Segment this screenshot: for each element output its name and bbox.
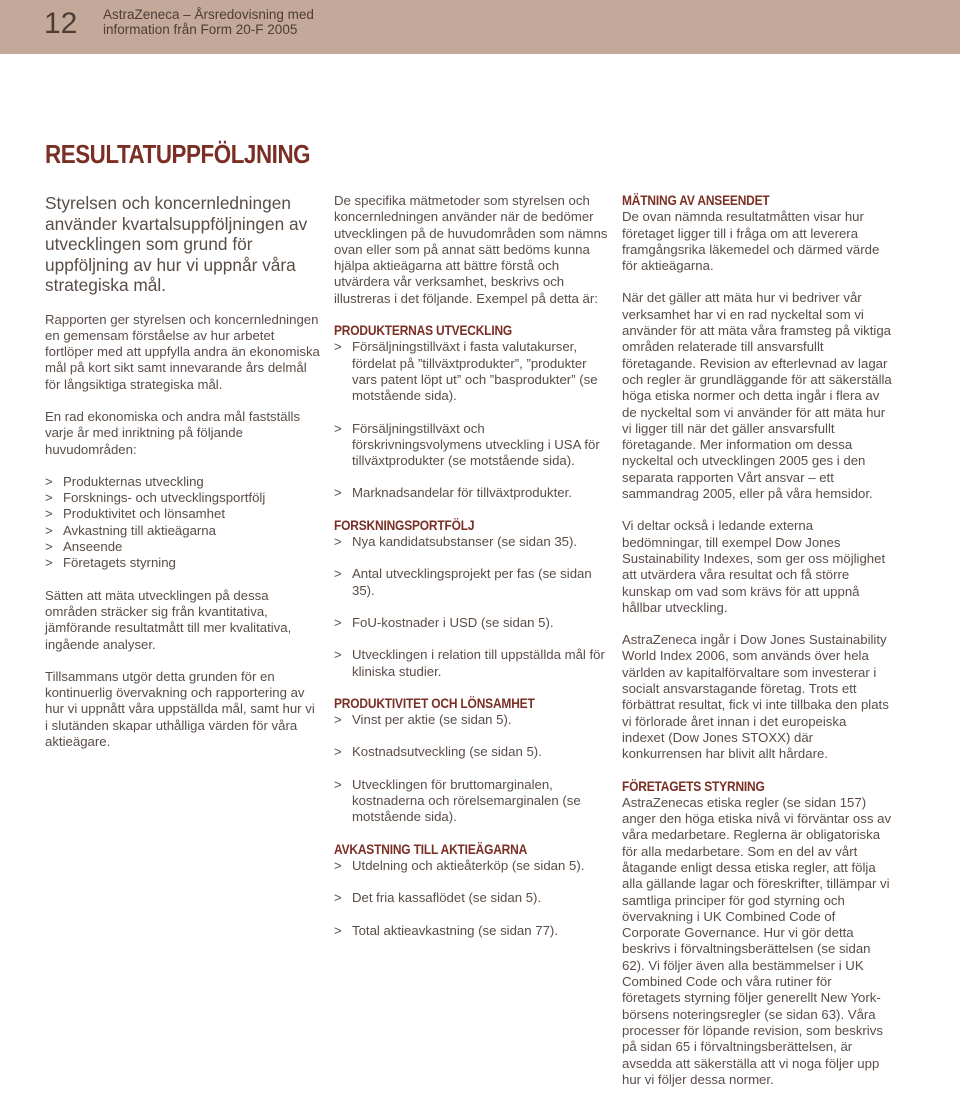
- paragraph: Sätten att mäta utvecklingen på dessa områden sträcker sig från kvantitativa, jämförande resultatmått till mer kvalitativa, ingående analyser.: [45, 587, 292, 652]
- section-heading: AVKASTNING TILL AKTIEÄGARNA: [334, 841, 528, 857]
- list-item: > Det fria kassaflödet (se sidan 5).: [334, 890, 609, 906]
- focus-areas-list: [45, 474, 320, 572]
- section-heading: PRODUKTERNAS UTVECKLING: [334, 323, 513, 339]
- intro-paragraph: Styrelsen och koncernledningen använder kvartalsuppföljningen av utvecklingen som grund för uppföljning av hur vi uppnår våra strategiska mål.: [45, 193, 308, 295]
- list-item: > Utdelning och aktieåterköp (se sidan 5).: [334, 858, 609, 874]
- list-item: > Företagets styrning: [45, 555, 320, 571]
- list-item: > Produktivitet och lönsamhet: [45, 506, 320, 522]
- list-item: > Försäljningstillväxt i fasta valutakurser, fördelat på ”tillväxtprodukter”, ”produkter vars patent löpt ut” och ”basprodukter” (se motstående sida).: [334, 339, 609, 404]
- list-item: > Total aktieavkastning (se sidan 77).: [334, 923, 609, 939]
- section-heading: FÖRETAGETS STYRNING: [622, 778, 765, 794]
- page-number: 12: [44, 7, 78, 40]
- column-2: [334, 193, 609, 955]
- list-item: > Produkternas utveckling: [45, 474, 320, 490]
- header-line-2: information från Form 20-F 2005: [103, 22, 298, 37]
- column-3: [622, 193, 892, 1104]
- column-1: [45, 193, 320, 766]
- list-item: > Försäljningstillväxt och förskrivningsvolymens utveckling i USA för tillväxtprodukter (se motstående sida).: [334, 421, 609, 470]
- list-item: > Marknadsandelar för tillväxtprodukter.: [334, 485, 609, 501]
- paragraph: De specifika mätmetoder som styrelsen och koncernledningen använder när de bedömer utvecklingen på de huvudområden som nämns ovan eller som på annat sätt bedöms kunna hjälpa aktieägarna att bättre förstå och utvärdera vår verksamhet, beskrivs och illustreras i det följande. Exempel på detta är:: [334, 193, 608, 306]
- list-item: > Vinst per aktie (se sidan 5).: [334, 712, 609, 728]
- paragraph: En rad ekonomiska och andra mål fastställs varje år med inriktning på följande huvudområden:: [45, 408, 301, 457]
- paragraph: AstraZenecas etiska regler (se sidan 157) anger den höga etiska nivå vi förväntar oss av våra medarbetare. Reglerna är obligatoriska för alla medarbetare. Som en del av vårt åtagande enligt dessa etiska regler, att följa alla gällande lagar och föreskrifter, tillämpar vi samtliga principer för god styrning och övervakning i UK Combined Code of Corporate Governance. Hur vi gör detta beskrivs i förvaltningsberättelsen (se sidan 62). Vi följer även alla bestämmelser i UK Combined Code och våra rutiner för företagets styrning följer generellt New York-börsens noteringsregler (se sidan 63). Våra processer för löpande revision, som beskrivs på sidan 65 i förvaltningsberättelsen, är avsedda att säkerställa att vi noga följer upp hur vi följer dessa normer.: [622, 794, 892, 1087]
- bullet-list: [334, 534, 609, 680]
- section-heading: MÄTNING AV ANSEENDET: [622, 193, 770, 208]
- list-item: > Antal utvecklingsprojekt per fas (se sidan 35).: [334, 566, 609, 599]
- page-title: RESULTATUPPFÖLJNING: [45, 139, 311, 169]
- bullet-list: [334, 339, 609, 501]
- section-heading: PRODUKTIVITET OCH LÖNSAMHET: [334, 695, 535, 711]
- list-item: > Utvecklingen i relation till uppställda mål för kliniska studier.: [334, 647, 609, 680]
- paragraph: Rapporten ger styrelsen och koncernledningen en gemensam förståelse av hur arbetet fortlöper med att uppfylla andra än ekonomiska mål på kort sikt samt innevarande års delmål för långsiktiga strategiska mål.: [45, 311, 320, 392]
- list-item: > Nya kandidatsubstanser (se sidan 35).: [334, 534, 609, 550]
- list-item: > Anseende: [45, 539, 320, 555]
- header-line-1: AstraZeneca – Årsredovisning med: [103, 7, 314, 22]
- list-item: > Avkastning till aktieägarna: [45, 523, 320, 539]
- page-header: [0, 0, 960, 54]
- paragraph: Vi deltar också i ledande externa bedömningar, till exempel Dow Jones Sustainability Indexes, som ger oss möjlighet att utvärdera våra resultat och få större kunskap om vad som krävs för att uppnå hållbar utveckling.: [622, 518, 886, 615]
- paragraph: AstraZeneca ingår i Dow Jones Sustainability World Index 2006, som används över hela världen av kapitalförvaltare som investerar i socialt ansvarstagande företag. Trots ett förbättrat resultat, fick vi inte tillbaka den plats vi förlorade året innan i det europeiska indexet (Dow Jones STOXX) där konkurrensen har blivit allt hårdare.: [622, 632, 889, 762]
- list-item: > Utvecklingen för bruttomarginalen, kostnaderna och rörelsemarginalen (se motstående sida).: [334, 777, 609, 826]
- list-item: > Kostnadsutveckling (se sidan 5).: [334, 744, 609, 760]
- paragraph: När det gäller att mäta hur vi bedriver vår verksamhet har vi en rad nyckeltal som vi använder för att mäta våra framsteg på viktiga områden relaterade till ansvarsfullt företagande. Revision av efterlevnad av lagar och regler är grundläggande för att säkerställa höga etiska normer och detta ingår i flera av de nyckeltal som vi använder för att mäta hur vi ligger till när det gäller ansvarsfullt företagande. Mer information om dessa nyckeltal och utvecklingen 2005 ges i den separata rapporten Vårt ansvar – ett sammandrag 2005, eller på våra hemsidor.: [622, 290, 892, 502]
- bullet-list: [334, 858, 609, 939]
- list-item: > FoU-kostnader i USD (se sidan 5).: [334, 615, 609, 631]
- paragraph: De ovan nämnda resultatmåtten visar hur företaget ligger till i fråga om att leverera framgångsrika läkemedel och därmed värde för aktieägarna.: [622, 209, 880, 274]
- paragraph: Tillsammans utgör detta grunden för en kontinuerlig övervakning och rapportering av hur vi uppnått våra uppställda mål, samt hur vi i slutänden skapar uthålliga värden för våra aktieägare.: [45, 668, 315, 750]
- section-heading: FORSKNINGSPORTFÖLJ: [334, 517, 475, 533]
- header-text: [103, 7, 314, 37]
- bullet-list: [334, 712, 609, 825]
- list-item: > Forsknings- och utvecklingsportfölj: [45, 490, 320, 506]
